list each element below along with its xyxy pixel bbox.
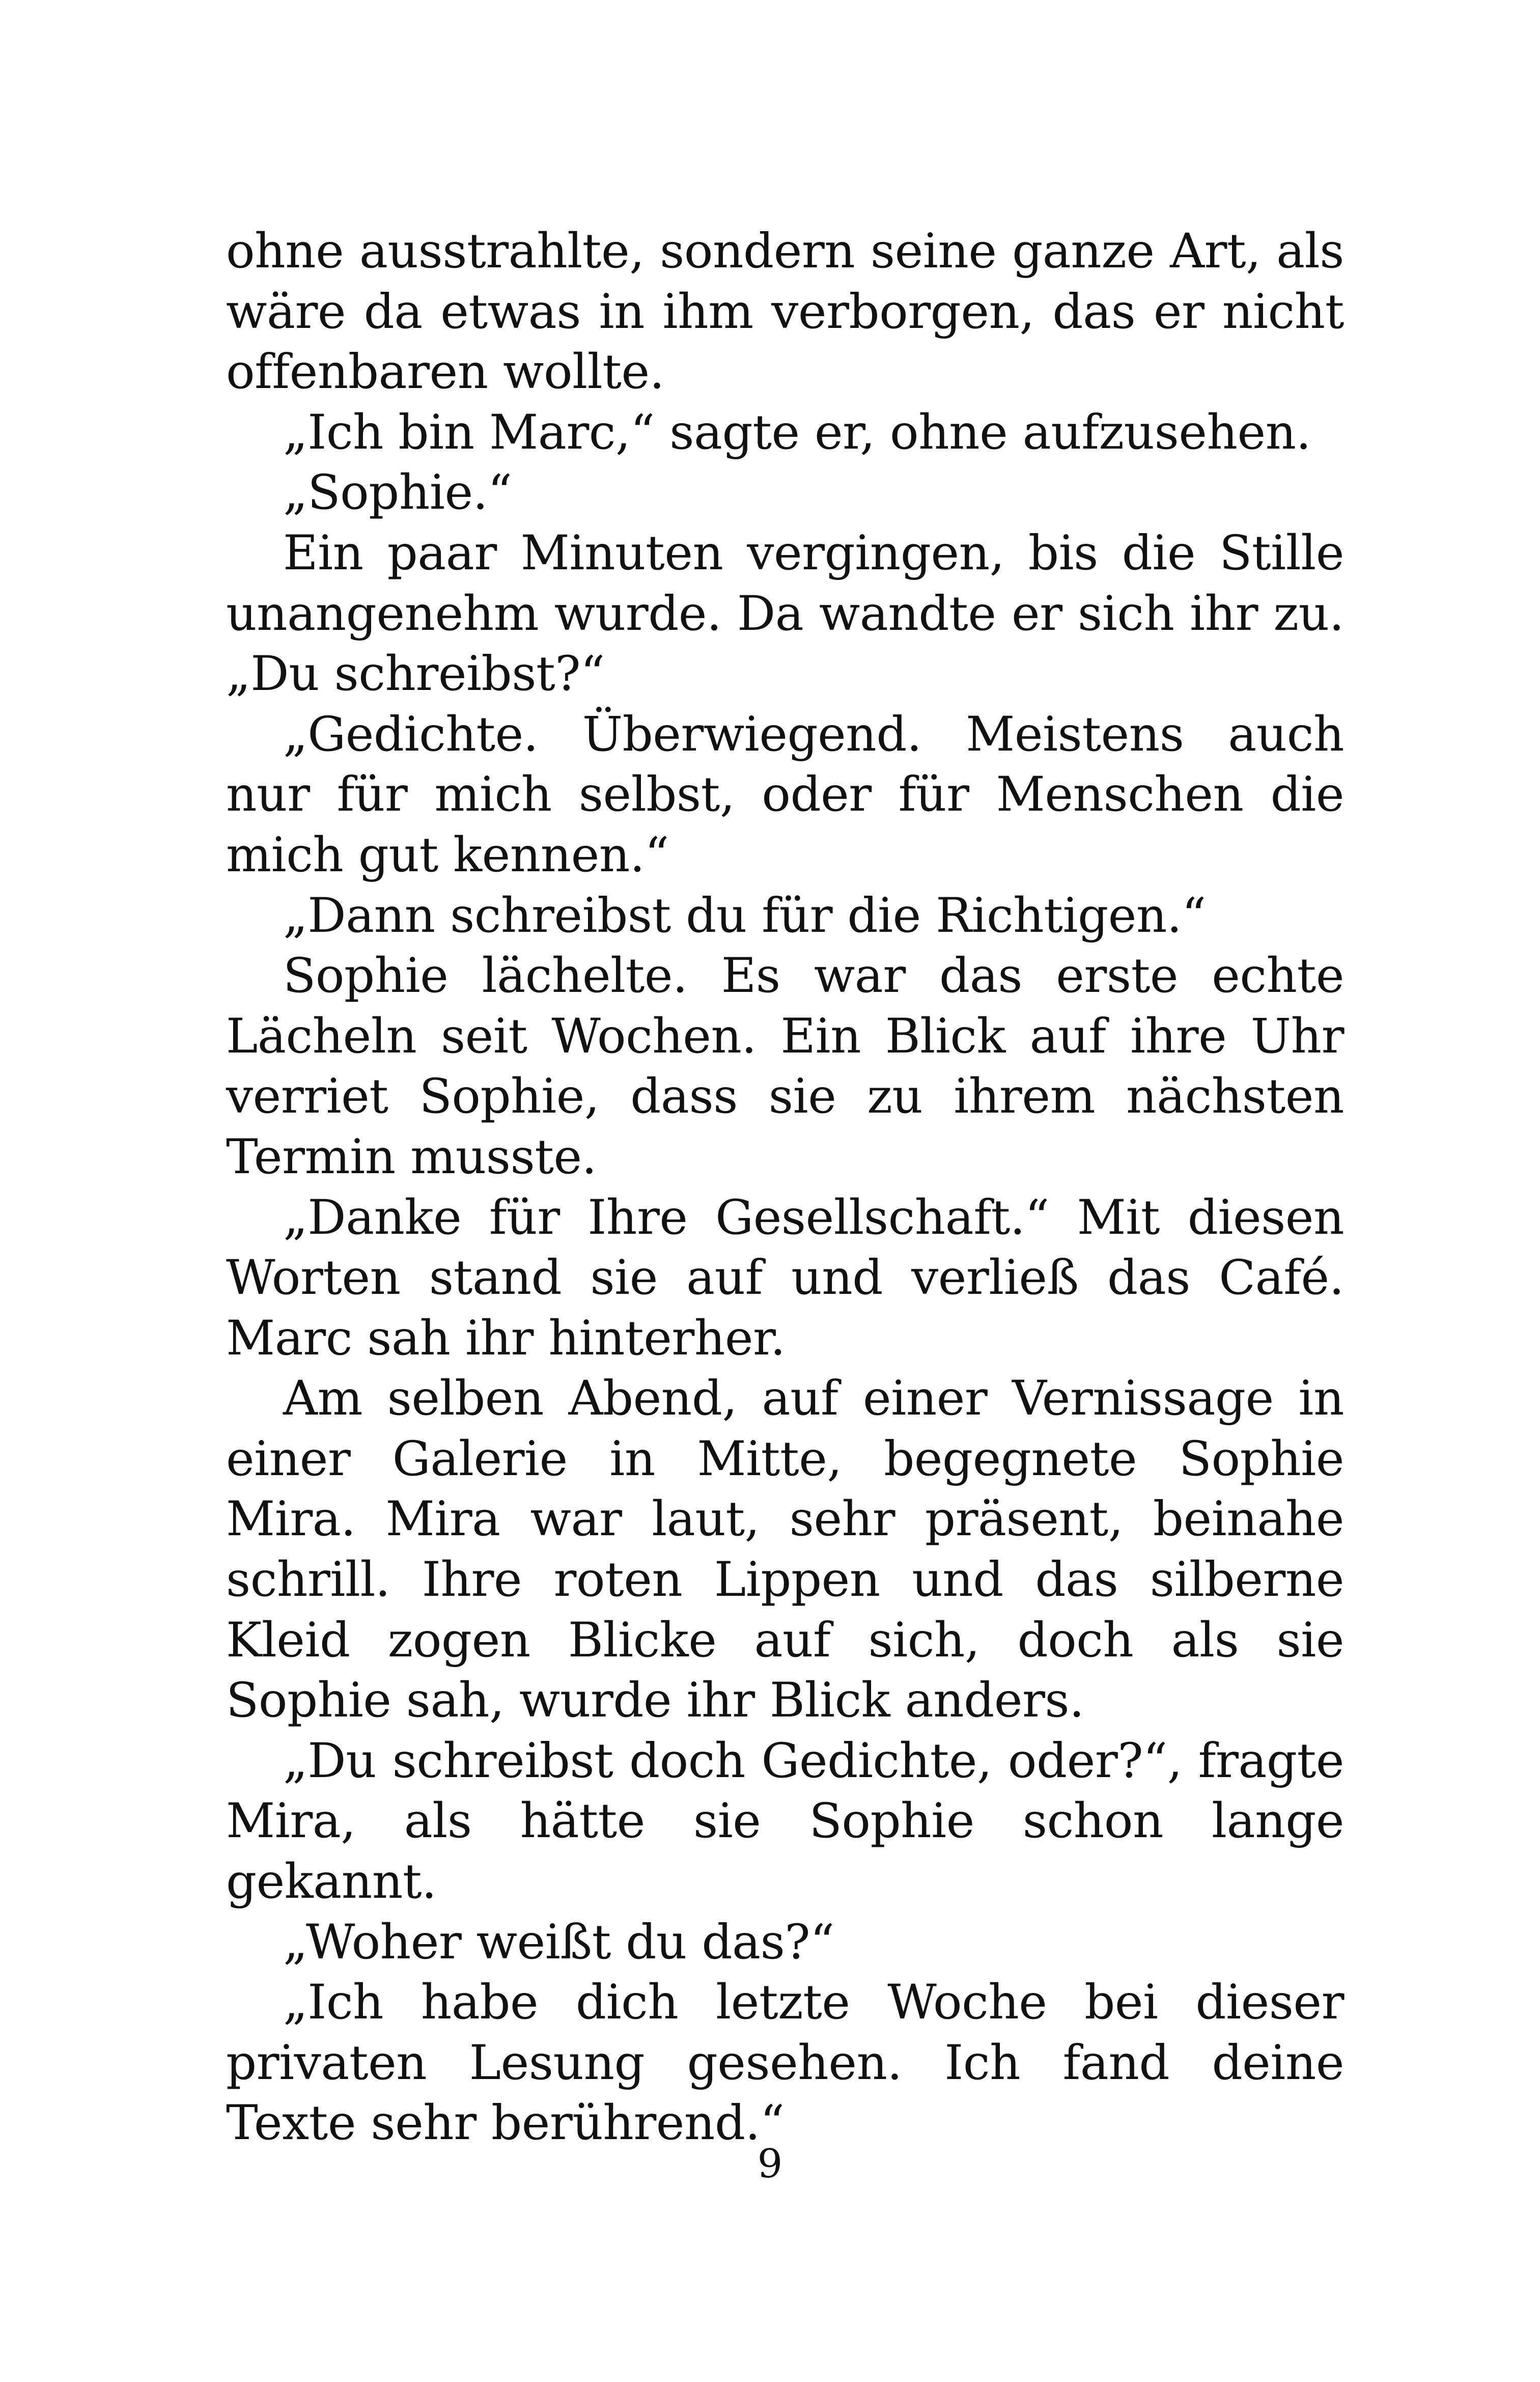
paragraph: „Ich habe dich letzte Woche bei dieser privaten Lesung gesehen. Ich fand deine Texte sehr berührend.“ (226, 1975, 1344, 2151)
paragraph: „Sophie.“ (283, 465, 512, 521)
page-number: 9 (757, 2141, 783, 2187)
paragraph: „Woher weißt du das?“ (283, 1914, 834, 1970)
paragraph: ohne ausstrahlte, sondern seine ganze Art, als wäre da etwas in ihm verborgen, das er nicht offenbaren wollte. (226, 224, 1344, 400)
paragraph: Ein paar Minuten vergingen, bis die Stille unangenehm wurde. Da wandte er sich ihr zu. „Du schreibst?“ (226, 525, 1344, 702)
paragraph: „Ich bin Marc,“ sagte er, ohne aufzusehen. (283, 404, 1311, 460)
paragraph: „Gedichte. Überwiegend. Meistens auch nur für mich selbst, oder für Menschen die mich gut kennen.“ (226, 706, 1344, 883)
paragraph: „Danke für Ihre Gesellschaft.“ Mit diesen Worten stand sie auf und verließ das Café. Marc sah ihr hinterher. (226, 1189, 1344, 1366)
paragraph: „Dann schreibst du für die Richtigen.“ (283, 888, 1206, 944)
paragraph: Am selben Abend, auf einer Vernissage in einer Galerie in Mitte, begegnete Sophie Mira. Mira war laut, sehr präsent, beinahe schrill. Ihre roten Lippen und das silberne Kleid zogen Blicke auf sich, doch als sie Sophie sah, wurde ihr Blick anders. (226, 1371, 1344, 1729)
paragraph: „Du schreibst doch Gedichte, oder?“, fragte Mira, als hätte sie Sophie schon lange gekannt. (226, 1733, 1344, 1910)
body-text (226, 221, 1344, 2154)
paragraph: Sophie lächelte. Es war das erste echte Lächeln seit Wochen. Ein Blick auf ihre Uhr verriet Sophie, dass sie zu ihrem nächsten Termin musste. (226, 948, 1344, 1185)
